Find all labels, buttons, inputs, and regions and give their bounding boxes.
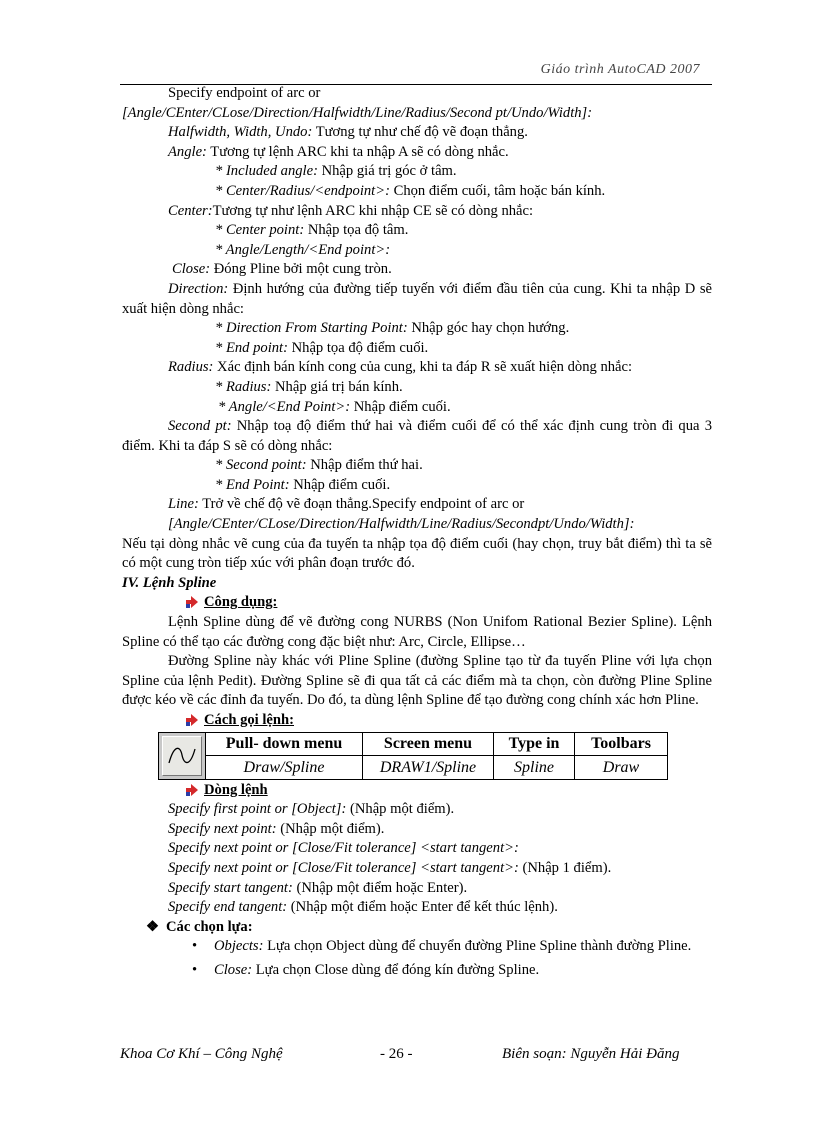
sub-end-point: * End point: Nhập tọa độ điểm cuối.	[215, 339, 429, 356]
option-close: Close: Đóng Pline bởi một cung tròn.	[172, 261, 392, 278]
sub-center-point: * Center point: Nhập tọa độ tâm.	[215, 222, 409, 239]
prompt-next-point-close-2: Specify next point or [Close/Fit tolerance] <start tangent>: (Nhập 1 điểm).	[168, 859, 612, 876]
spline-icon	[162, 736, 202, 776]
sub-direction-from: * Direction From Starting Point: Nhập góc hay chọn hướng.	[215, 320, 570, 337]
table-header-row	[159, 732, 668, 756]
sub-second-point: * Second point: Nhập điểm thứ hai.	[215, 457, 423, 474]
table-cell: Draw	[575, 756, 668, 780]
option-objects: • Objects: Lựa chọn Object dùng để chuyển đường Pline Spline thành đường Pline.	[122, 937, 712, 957]
sub-angle-length: * Angle/Length/<End point>:	[215, 241, 391, 258]
footer-left: Khoa Cơ Khí – Công Nghệ	[120, 1046, 283, 1062]
footer-right: Biên soạn: Nguyễn Hải Đăng	[502, 1046, 680, 1062]
option-direction: Direction: Định hướng của đường tiếp tuyến với điểm đầu tiên của cung. Khi ta nhập D sẽ xuất hiện dòng nhắc:	[122, 280, 712, 317]
arrow-bullet-icon	[186, 596, 198, 607]
sub-angle-endpoint: * Angle/<End Point>: Nhập điểm cuối.	[218, 398, 451, 415]
prompt-next-point: Specify next point: (Nhập một điểm).	[168, 820, 385, 837]
option-center: Center:Tương tự như lệnh ARC khi nhập CE sẽ có dòng nhắc:	[168, 202, 534, 219]
tangent-note: Nếu tại dòng nhắc vẽ cung của đa tuyến ta nhập tọa độ điểm cuối (hay chọn, truy bắt điểm) thì ta sẽ có một cung tròn tiếp xúc với phân đoạn trước đó.	[122, 535, 712, 572]
option-close-spline: • Close: Lựa chọn Close dùng để đóng kín đường Spline.	[122, 961, 712, 981]
bullet-dot-icon: •	[192, 961, 198, 978]
table-row	[159, 756, 668, 780]
option-line: Line: Trở về chế độ vẽ đoạn thẳng.Specify endpoint of arc or	[168, 496, 525, 513]
table-header: Screen menu	[363, 732, 494, 756]
section-title: IV. Lệnh Spline	[122, 574, 217, 591]
table-header: Type in	[494, 732, 575, 756]
prompt-next-point-close: Specify next point or [Close/Fit tolerance] <start tangent>:	[168, 840, 519, 857]
prompt-options: [Angle/CEnter/CLose/Direction/Halfwidth/Line/Radius/Second pt/Undo/Width]:	[122, 104, 593, 121]
prompt-line: Specify endpoint of arc or	[168, 85, 321, 101]
usage-paragraph-2: Đường Spline này khác với Pline Spline (đường Spline tạo từ đa tuyến Pline với lựa chọn Spline của lệnh Pedit). Đường Spline sẽ đi qua tất cả các điểm mà ta chọn, còn đường Pline Spline được kéo về các đỉnh đa tuyến. Do đó, ta dùng lệnh Spline để tạo đường cong chính xác hơn Pline.	[122, 653, 712, 709]
table-header: Toolbars	[575, 732, 668, 756]
table-cell: Spline	[494, 756, 575, 780]
options-heading: ❖ Các chọn lựa:	[122, 918, 712, 938]
diamond-bullet-icon: ❖	[146, 918, 160, 935]
option-second-pt: Second pt: Nhập toạ độ điểm thứ hai và điểm cuối để có thể xác định cung tròn đi qua 3 điểm. Khi ta đáp S sẽ có dòng nhắc:	[122, 418, 712, 454]
option-angle: Angle: Tương tự lệnh ARC khi ta nhập A sẽ có dòng nhắc.	[168, 143, 509, 160]
sub-included-angle: * Included angle: Nhập giá trị góc ở tâm.	[215, 163, 457, 180]
usage-paragraph-1: Lệnh Spline dùng để vẽ đường cong NURBS (Non Unifom Rational Bezier Spline). Lệnh Spline có thể tạo các đường cong đặc biệt như: Arc, Circle, Ellipse…	[122, 614, 712, 650]
call-heading: Cách gọi lệnh:	[122, 711, 712, 731]
prompt-first-point: Specify first point or [Object]: (Nhập một điểm).	[168, 801, 455, 818]
command-table	[158, 732, 668, 780]
page-body	[122, 84, 712, 981]
prompt-options-2: [Angle/CEnter/CLose/Direction/Halfwidth/Line/Radius/Secondpt/Undo/Width]:	[168, 516, 635, 533]
option-radius: Radius: Xác định bán kính cong của cung, khi ta đáp R sẽ xuất hiện dòng nhắc:	[168, 359, 633, 376]
table-header: Pull- down menu	[206, 732, 363, 756]
arrow-bullet-icon	[186, 784, 198, 795]
option-halfwidth: Halfwidth, Width, Undo: Tương tự như chế độ vẽ đoạn thẳng.	[168, 124, 528, 141]
arrow-bullet-icon	[186, 714, 198, 725]
prompt-start-tangent: Specify start tangent: (Nhập một điểm hoặc Enter).	[168, 879, 468, 896]
table-cell: DRAW1/Spline	[363, 756, 494, 780]
prompt-end-tangent: Specify end tangent: (Nhập một điểm hoặc Enter để kết thúc lệnh).	[168, 899, 558, 916]
cmdline-heading: Dòng lệnh	[122, 781, 712, 801]
page-number: - 26 -	[380, 1046, 413, 1062]
sub-radius: * Radius: Nhập giá trị bán kính.	[215, 378, 403, 395]
spline-toolbar-button[interactable]	[159, 732, 206, 779]
table-cell: Draw/Spline	[206, 756, 363, 780]
sub-center-radius: * Center/Radius/<endpoint>: Chọn điểm cuối, tâm hoặc bán kính.	[215, 182, 606, 199]
sub-end-point-2: * End Point: Nhập điểm cuối.	[215, 476, 391, 493]
bullet-dot-icon: •	[192, 938, 198, 955]
usage-heading: Công dụng:	[122, 593, 712, 613]
page-header: Giáo trình AutoCAD 2007	[540, 62, 700, 77]
